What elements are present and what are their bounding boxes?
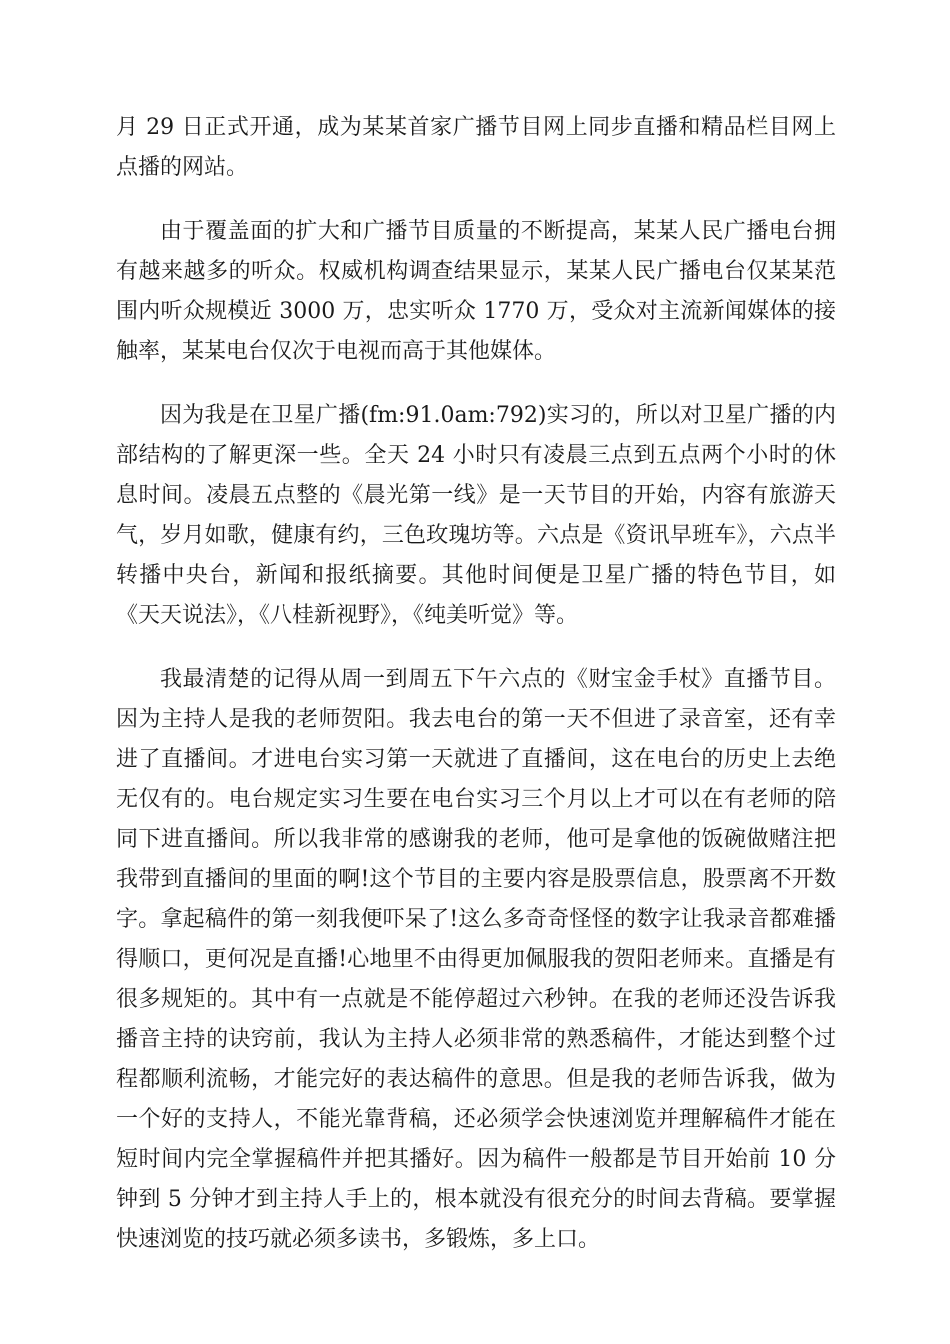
paragraph-3: 因为我是在卫星广播(fm:91.0am:792)实习的，所以对卫星广播的内部结构的了解更深一些。全天 24 小时只有凌晨三点到五点两个小时的休息时间。凌晨五点整的《晨光第一线》是一天节目的开始，内容有旅游天气，岁月如歌，健康有约，三色玫瑰坊等。六点是《资讯早班车》，六点半转播中央台，新闻和报纸摘要。其他时间便是卫星广播的特色节目，如《天天说法》，《八桂新视野》，《纯美听觉》等。 (116, 403, 836, 628)
paragraph-4: 我最清楚的记得从周一到周五下午六点的《财宝金手杖》直播节目。因为主持人是我的老师贺阳。我去电台的第一天不但进了录音室，还有幸进了直播间。才进电台实习第一天就进了直播间，这在电台的历史上去绝无仅有的。电台规定实习生要在电台实习三个月以上才可以在有老师的陪同下进直播间。所以我非常的感谢我的老师，他可是拿他的饭碗做赌注把我带到直播间的里面的啊!这个节目的主要内容是股票信息，股票离不开数字。拿起稿件的第一刻我便吓呆了!这么多奇奇怪怪的数字让我录音都难播得顺口，更何况是直播!心地里不由得更加佩服我的贺阳老师来。直播是有很多规矩的。其中有一点就是不能停超过六秒钟。在我的老师还没告诉我播音主持的诀窍前，我认为主持人必须非常的熟悉稿件，才能达到整个过程都顺利流畅，才能完好的表达稿件的意思。但是我的老师告诉我，做为一个好的支持人，不能光靠背稿，还必须学会快速浏览并理解稿件才能在短时间内完全掌握稿件并把其播好。因为稿件一般都是节目开始前 10 分钟到 5 分钟才到主持人手上的，根本就没有很充分的时间去背稿。要掌握快速浏览的技巧就必须多读书，多锻炼，多上口。 (116, 667, 836, 1252)
document-page (116, 108, 836, 1284)
paragraph-2: 由于覆盖面的扩大和广播节目质量的不断提高，某某人民广播电台拥有越来越多的听众。权威机构调查结果显示，某某人民广播电台仅某某范围内听众规模近 3000 万，忠实听众 1770 万，受众对主流新闻媒体的接触率，某某电台仅次于电视而高于其他媒体。 (116, 219, 836, 364)
paragraph-1: 月 29 日正式开通，成为某某首家广播节目网上同步直播和精品栏目网上点播的网站。 (116, 115, 836, 180)
